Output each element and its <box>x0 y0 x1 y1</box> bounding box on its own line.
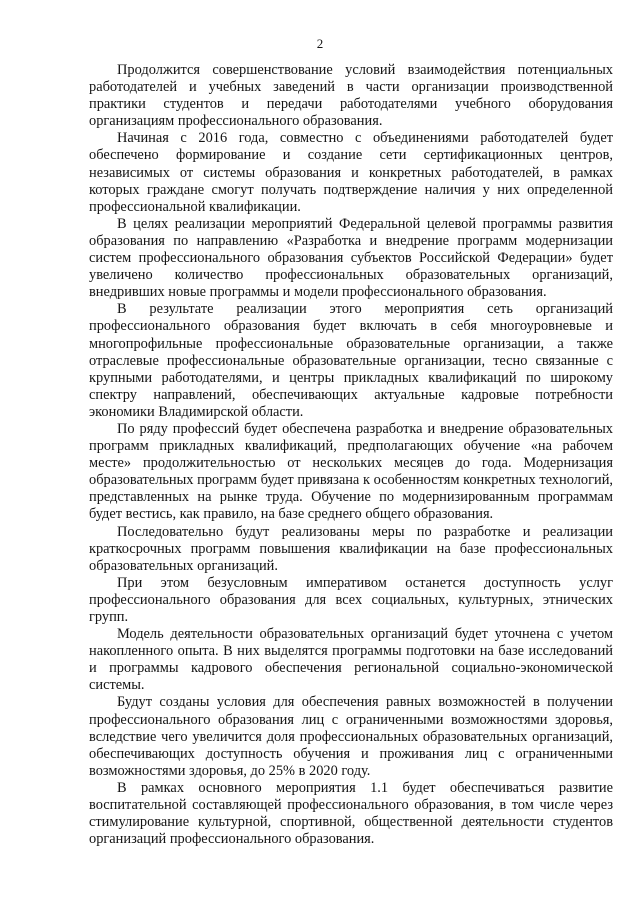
paragraph: Будут созданы условия для обеспечения равных возможностей в получении профессионального образования лиц с ограниченными возможностями здоровья, вследствие чего увеличится доля профессиональных образовательных организаций, обеспечивающих доступность обучения и проживания лиц с ограниченными возможностями здоровья, до 25% в 2020 году. <box>89 694 613 779</box>
paragraph: Продолжится совершенствование условий взаимодействия потенциальных работодателей и учебных заведений в части организации производственной практики студентов и передачи работодателями учебного оборудования организациям профессионального образования. <box>89 62 613 130</box>
paragraph: В рамках основного мероприятия 1.1 будет обеспечиваться развитие воспитательной составляющей профессионального образования, в том числе через стимулирование культурной, спортивной, общественной деятельности студентов организаций профессионального образования. <box>89 779 613 848</box>
paragraph: В целях реализации мероприятий Федеральной целевой программы развития образования по направлению «Разработка и внедрение программ модернизации систем профессионального образования субъектов Российской Федерации» будет увеличено количество профессиональных образовательных организаций, внедривших новые программы и модели профессионального образования. <box>89 215 613 301</box>
paragraph: По ряду профессий будет обеспечена разработка и внедрение образовательных программ прикладных квалификаций, предполагающих обучение «на рабочем месте» продолжительностью от нескольких месяцев до года. Модернизация образовательных программ будет привязана к особенностям конкретных технологий, представленных на рынке труда. Обучение по модернизированным программам будет вестись, как правило, на базе среднего общего образования. <box>89 420 613 523</box>
document-body <box>89 62 613 848</box>
paragraph: Модель деятельности образовательных организаций будет уточнена с учетом накопленного опыта. В них выделятся программы подготовки на базе исследований и программы кадрового обеспечения региональной социально-экономической системы. <box>89 626 613 694</box>
page-number: 2 <box>316 36 324 51</box>
paragraph: При этом безусловным императивом останется доступность услуг профессионального образования для всех социальных, культурных, этнических групп. <box>89 574 613 625</box>
paragraph: В результате реализации этого мероприятия сеть организаций профессионального образования будет включать в себя многоуровневые и многопрофильные профессиональные образовательные организации, а также отраслевые профессиональные образовательные организации, тесно связанные с крупными работодателями, и центры прикладных квалификаций по широкому спектру направлений, обеспечивающих актуальные кадровые потребности экономики Владимирской области. <box>89 301 613 420</box>
paragraph: Начиная с 2016 года, совместно с объединениями работодателей будет обеспечено формирование и создание сети сертификационных центров, независимых от системы образования и конкретных работодателей, в рамках которых граждане смогут получать подтверждение наличия у них определенной профессиональной квалификации. <box>89 130 613 215</box>
paragraph: Последовательно будут реализованы меры по разработке и реализации краткосрочных программ повышения квалификации на базе профессиональных образовательных организаций. <box>89 523 613 574</box>
